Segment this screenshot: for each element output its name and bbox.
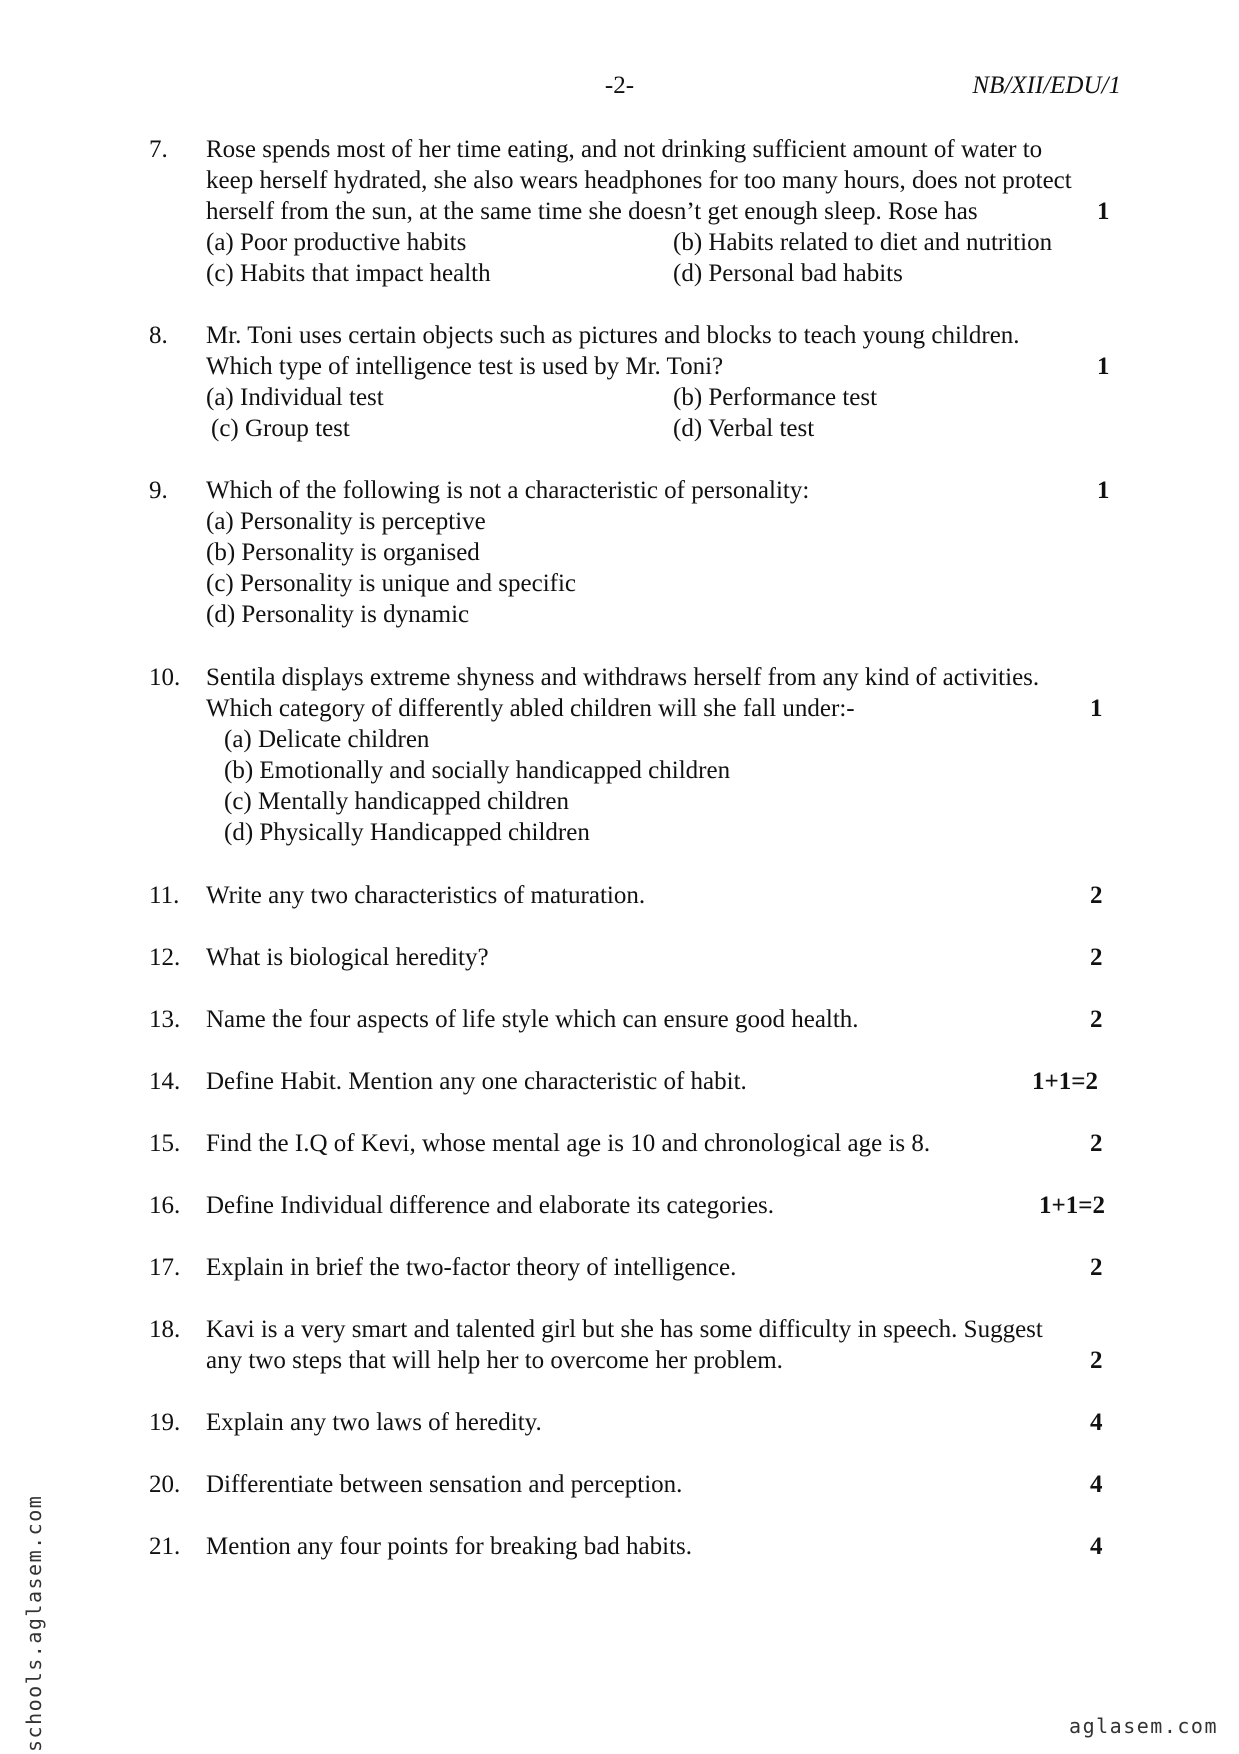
question-number: 21. bbox=[149, 1533, 181, 1560]
option-b: (b) Performance test bbox=[673, 384, 878, 411]
question-number: 8. bbox=[149, 322, 168, 349]
option-a: (a) Individual test bbox=[206, 384, 384, 411]
question-text: Name the four aspects of life style which can ensure good health. bbox=[206, 1006, 859, 1033]
question-text: Define Individual difference and elaborate its categories. bbox=[206, 1192, 775, 1219]
question-number: 12. bbox=[149, 944, 181, 971]
marks: 1 bbox=[1097, 198, 1110, 225]
question-text: Define Habit. Mention any one characteristic of habit. bbox=[206, 1068, 747, 1095]
question-number: 9. bbox=[149, 477, 168, 504]
question-line: Sentila displays extreme shyness and withdraws herself from any kind of activities. bbox=[206, 664, 1040, 691]
question-line: herself from the sun, at the same time she doesn’t get enough sleep. Rose has bbox=[206, 198, 978, 225]
question-text: What is biological heredity? bbox=[206, 944, 489, 971]
marks: 1 bbox=[1097, 477, 1110, 504]
question-line: Which category of differently abled children will she fall under:- bbox=[206, 695, 855, 722]
question-text: Which of the following is not a characteristic of personality: bbox=[206, 477, 810, 504]
question-number: 20. bbox=[149, 1471, 181, 1498]
marks: 1+1=2 bbox=[1032, 1068, 1098, 1095]
option-b: (b) Emotionally and socially handicapped children bbox=[224, 757, 731, 784]
option-c: (c) Mentally handicapped children bbox=[224, 788, 569, 815]
question-number: 11. bbox=[149, 882, 180, 909]
option-c: (c) Group test bbox=[211, 415, 350, 442]
option-d: (d) Personality is dynamic bbox=[206, 601, 470, 628]
marks: 2 bbox=[1090, 1254, 1103, 1281]
marks: 4 bbox=[1090, 1471, 1103, 1498]
question-text: Mention any four points for breaking bad habits. bbox=[206, 1533, 693, 1560]
question-line: Rose spends most of her time eating, and not drinking sufficient amount of water to bbox=[206, 136, 1043, 163]
question-number: 7. bbox=[149, 136, 168, 163]
marks: 1 bbox=[1097, 353, 1110, 380]
marks: 1 bbox=[1090, 695, 1103, 722]
bottom-watermark: aglasem.com bbox=[1069, 1714, 1218, 1738]
option-b: (b) Habits related to diet and nutrition bbox=[673, 229, 1053, 256]
marks: 2 bbox=[1090, 882, 1103, 909]
question-line: Mr. Toni uses certain objects such as pictures and blocks to teach young children. bbox=[206, 322, 1020, 349]
side-watermark: schools.aglasem.com bbox=[22, 1494, 46, 1752]
question-number: 13. bbox=[149, 1006, 181, 1033]
option-a: (a) Poor productive habits bbox=[206, 229, 467, 256]
question-line: any two steps that will help her to overcome her problem. bbox=[206, 1347, 783, 1374]
question-number: 19. bbox=[149, 1409, 181, 1436]
question-number: 17. bbox=[149, 1254, 181, 1281]
marks: 2 bbox=[1090, 1130, 1103, 1157]
option-c: (c) Personality is unique and specific bbox=[206, 570, 577, 597]
question-line: Kavi is a very smart and talented girl but she has some difficulty in speech. Suggest bbox=[206, 1316, 1043, 1343]
page-number: -2- bbox=[604, 72, 635, 99]
question-number: 15. bbox=[149, 1130, 181, 1157]
question-number: 18. bbox=[149, 1316, 181, 1343]
question-text: Explain in brief the two-factor theory of intelligence. bbox=[206, 1254, 737, 1281]
option-d: (d) Verbal test bbox=[673, 415, 815, 442]
question-number: 10. bbox=[149, 664, 181, 691]
question-text: Find the I.Q of Kevi, whose mental age is 10 and chronological age is 8. bbox=[206, 1130, 931, 1157]
option-d: (d) Physically Handicapped children bbox=[224, 819, 590, 846]
marks: 2 bbox=[1090, 944, 1103, 971]
question-line: keep herself hydrated, she also wears headphones for too many hours, does not protect bbox=[206, 167, 1072, 194]
paper-code: NB/XII/EDU/1 bbox=[972, 72, 1121, 99]
question-text: Write any two characteristics of maturation. bbox=[206, 882, 646, 909]
question-number: 16. bbox=[149, 1192, 181, 1219]
marks: 4 bbox=[1090, 1533, 1103, 1560]
question-text: Explain any two laws of heredity. bbox=[206, 1409, 542, 1436]
option-b: (b) Personality is organised bbox=[206, 539, 480, 566]
marks: 2 bbox=[1090, 1347, 1103, 1374]
option-c: (c) Habits that impact health bbox=[206, 260, 491, 287]
question-text: Differentiate between sensation and perception. bbox=[206, 1471, 683, 1498]
option-d: (d) Personal bad habits bbox=[673, 260, 903, 287]
option-a: (a) Delicate children bbox=[224, 726, 430, 753]
marks: 1+1=2 bbox=[1039, 1192, 1105, 1219]
question-number: 14. bbox=[149, 1068, 181, 1095]
option-a: (a) Personality is perceptive bbox=[206, 508, 486, 535]
marks: 4 bbox=[1090, 1409, 1103, 1436]
marks: 2 bbox=[1090, 1006, 1103, 1033]
question-line: Which type of intelligence test is used by Mr. Toni? bbox=[206, 353, 724, 380]
